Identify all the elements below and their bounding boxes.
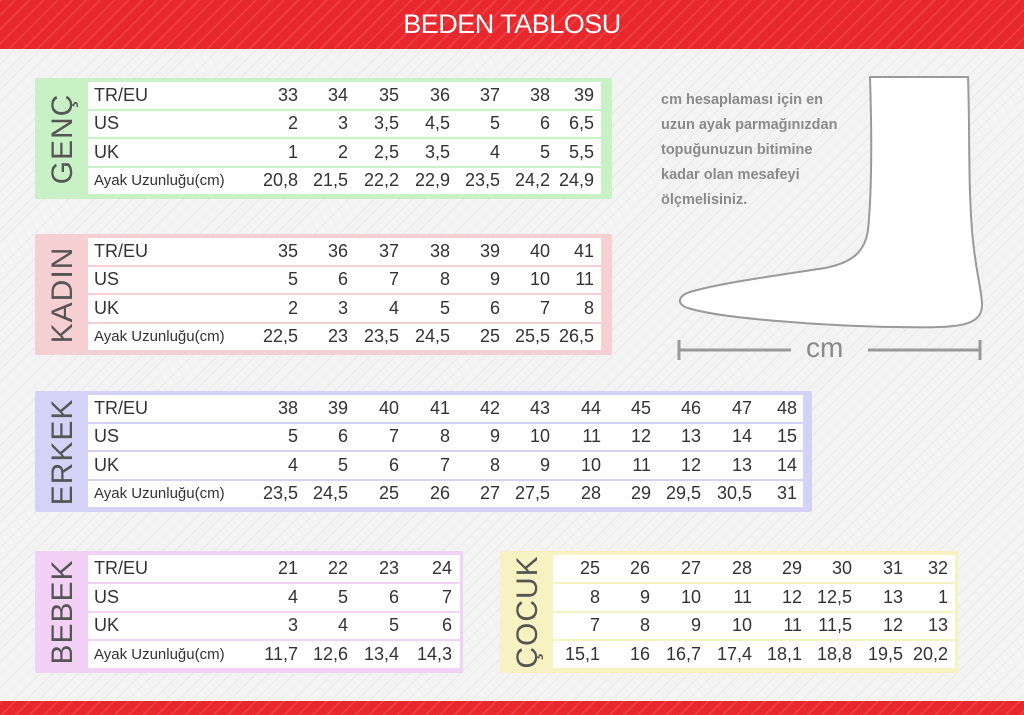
size-table-erkek [35, 391, 812, 512]
size-cell: 11 [601, 452, 651, 479]
size-cell: 39 [450, 238, 500, 265]
instruction-line: cm hesaplaması için en [661, 92, 823, 108]
size-cell: 18,8 [802, 641, 852, 668]
size-cell: 38 [258, 395, 298, 422]
row-label: TR/EU [88, 395, 258, 422]
size-cell: 8 [450, 452, 500, 479]
size-cell: 7 [348, 267, 399, 294]
size-cell: 9 [650, 613, 701, 640]
size-cell: 24,5 [298, 481, 348, 508]
size-cell: 16,7 [650, 641, 701, 668]
size-cell: 24 [399, 555, 460, 582]
row-uk [88, 139, 601, 166]
size-cell: 30 [802, 555, 852, 582]
size-cell: 48 [752, 395, 803, 422]
size-cell: 31 [752, 481, 803, 508]
size-cell: 3 [258, 613, 298, 640]
size-cell: 9 [500, 452, 550, 479]
page-title: BEDEN TABLOSU [403, 9, 621, 39]
size-cell: 6 [348, 452, 399, 479]
row-eu [553, 555, 955, 582]
row-uk [88, 295, 601, 322]
size-cell: 5 [298, 452, 348, 479]
size-cell: 11,5 [802, 613, 852, 640]
size-cell: 22,9 [399, 168, 450, 195]
size-cell: 14 [752, 452, 803, 479]
size-grid-cocuk [553, 553, 955, 670]
table-label-genc: GENÇ [46, 93, 79, 184]
size-cell: 24,5 [399, 324, 450, 351]
size-cell: 14,3 [399, 641, 460, 668]
size-cell: 2 [258, 111, 298, 138]
size-cell: 1 [258, 139, 298, 166]
row-label: UK [88, 613, 258, 640]
row-cm [88, 324, 601, 351]
header-bar [0, 0, 1024, 49]
size-cell: 13 [651, 424, 701, 451]
size-cell: 30,5 [701, 481, 752, 508]
size-cell: 3 [298, 295, 348, 322]
size-cell: 5 [399, 295, 450, 322]
size-cell: 2,5 [348, 139, 399, 166]
size-cell: 8 [399, 424, 450, 451]
size-cell: 6 [500, 111, 550, 138]
size-cell: 29 [601, 481, 651, 508]
size-cell: 12 [601, 424, 651, 451]
size-cell: 24,9 [550, 168, 601, 195]
size-cell: 42 [450, 395, 500, 422]
size-cell: 45 [601, 395, 651, 422]
size-cell: 7 [399, 452, 450, 479]
size-cell: 26 [600, 555, 650, 582]
size-cell: 6 [298, 424, 348, 451]
size-grid-bebek [88, 553, 460, 670]
size-cell: 7 [500, 295, 550, 322]
size-cell: 9 [600, 584, 650, 611]
size-cell: 10 [500, 267, 550, 294]
size-cell: 2 [298, 139, 348, 166]
size-cell: 40 [348, 395, 399, 422]
size-cell: 25 [348, 481, 399, 508]
size-cell: 21 [258, 555, 298, 582]
size-cell: 20,8 [258, 168, 298, 195]
row-label: UK [88, 295, 258, 322]
size-cell: 23,5 [348, 324, 399, 351]
size-cell: 47 [701, 395, 752, 422]
row-cm [88, 641, 460, 668]
size-cell: 13,4 [348, 641, 399, 668]
row-us [88, 424, 803, 451]
instruction-line: uzun ayak parmağınızdan [661, 117, 838, 133]
size-cell: 36 [298, 238, 348, 265]
size-cell: 7 [348, 424, 399, 451]
row-uk [88, 452, 803, 479]
size-cell: 8 [399, 267, 450, 294]
size-cell: 41 [550, 238, 601, 265]
row-eu [88, 395, 803, 422]
row-label: UK [88, 452, 258, 479]
measure-unit-label: cm [806, 332, 844, 363]
row-uk [553, 613, 955, 640]
size-cell: 10 [650, 584, 701, 611]
size-cell: 36 [399, 82, 450, 109]
size-cell: 13 [701, 452, 752, 479]
size-table-genc [35, 78, 612, 199]
size-cell: 5 [258, 424, 298, 451]
table-label-kadin: KADIN [46, 246, 79, 343]
row-uk [88, 613, 460, 640]
row-us [88, 267, 601, 294]
size-cell: 44 [550, 395, 601, 422]
row-label: Ayak Uzunluğu(cm) [88, 641, 258, 668]
size-cell: 27 [650, 555, 701, 582]
size-cell: 24,2 [500, 168, 550, 195]
size-cell: 35 [348, 82, 399, 109]
size-cell: 33 [258, 82, 298, 109]
row-us [88, 111, 601, 138]
size-cell: 22,5 [258, 324, 298, 351]
size-cell: 5 [258, 267, 298, 294]
size-cell: 4 [450, 139, 500, 166]
row-eu [88, 82, 601, 109]
size-cell: 5 [450, 111, 500, 138]
table-label-bebek: BEBEK [46, 559, 79, 665]
size-cell: 8 [550, 295, 601, 322]
size-cell: 29,5 [651, 481, 701, 508]
size-grid-kadin [88, 236, 601, 352]
size-cell: 3,5 [399, 139, 450, 166]
size-cell: 28 [701, 555, 752, 582]
size-cell: 11 [701, 584, 752, 611]
size-cell: 46 [651, 395, 701, 422]
size-cell: 29 [752, 555, 802, 582]
size-cell: 27,5 [500, 481, 550, 508]
size-cell: 4 [348, 295, 399, 322]
size-cell: 12 [651, 452, 701, 479]
size-cell: 43 [500, 395, 550, 422]
row-eu [88, 555, 460, 582]
size-cell: 37 [348, 238, 399, 265]
size-cell: 7 [553, 613, 600, 640]
size-cell: 4 [258, 584, 298, 611]
table-label-cocuk: ÇOCUK [511, 555, 544, 669]
size-cell: 4,5 [399, 111, 450, 138]
size-cell: 16 [600, 641, 650, 668]
size-table-kadin [35, 234, 612, 355]
size-cell: 40 [500, 238, 550, 265]
size-cell: 5 [298, 584, 348, 611]
size-cell: 37 [450, 82, 500, 109]
size-cell: 20,2 [903, 641, 955, 668]
size-cell: 11,7 [258, 641, 298, 668]
size-cell: 3,5 [348, 111, 399, 138]
row-us [88, 584, 460, 611]
size-cell: 6 [298, 267, 348, 294]
size-cell: 15 [752, 424, 803, 451]
size-cell: 34 [298, 82, 348, 109]
size-cell: 22,2 [348, 168, 399, 195]
size-cell: 26 [399, 481, 450, 508]
size-cell: 21,5 [298, 168, 348, 195]
size-cell: 7 [399, 584, 460, 611]
size-table-bebek [35, 551, 463, 673]
size-cell: 5,5 [550, 139, 601, 166]
size-cell: 2 [258, 295, 298, 322]
size-cell: 25 [450, 324, 500, 351]
size-cell: 39 [550, 82, 601, 109]
size-cell: 19,5 [852, 641, 903, 668]
size-cell: 35 [258, 238, 298, 265]
size-cell: 38 [500, 82, 550, 109]
row-us [553, 584, 955, 611]
instruction-line: ölçmelisiniz. [661, 192, 748, 208]
size-cell: 12,6 [298, 641, 348, 668]
size-cell: 31 [852, 555, 903, 582]
row-cm [88, 168, 601, 195]
row-label: US [88, 267, 258, 294]
size-cell: 12 [752, 584, 802, 611]
table-label-erkek: ERKEK [46, 398, 79, 505]
size-cell: 11 [550, 267, 601, 294]
size-cell: 4 [298, 613, 348, 640]
size-cell: 10 [550, 452, 601, 479]
row-label: TR/EU [88, 555, 258, 582]
row-label: Ayak Uzunluğu(cm) [88, 324, 258, 351]
footer-bar [0, 701, 1024, 715]
size-cell: 23 [348, 555, 399, 582]
size-cell: 41 [399, 395, 450, 422]
size-cell: 12,5 [802, 584, 852, 611]
size-cell: 1 [903, 584, 955, 611]
size-cell: 9 [450, 267, 500, 294]
row-label: US [88, 111, 258, 138]
row-label: Ayak Uzunluğu(cm) [88, 481, 258, 508]
size-cell: 32 [903, 555, 955, 582]
size-cell: 25,5 [500, 324, 550, 351]
size-grid-erkek [88, 393, 803, 509]
size-cell: 14 [701, 424, 752, 451]
row-label: TR/EU [88, 82, 258, 109]
size-cell: 25 [553, 555, 600, 582]
size-cell: 23 [298, 324, 348, 351]
row-label: UK [88, 139, 258, 166]
size-cell: 6 [399, 613, 460, 640]
size-grid-genc [88, 80, 601, 196]
size-cell: 38 [399, 238, 450, 265]
size-cell: 23,5 [258, 481, 298, 508]
row-eu [88, 238, 601, 265]
size-cell: 15,1 [553, 641, 600, 668]
size-cell: 18,1 [752, 641, 802, 668]
row-cm [88, 481, 803, 508]
size-cell: 5 [348, 613, 399, 640]
size-cell: 10 [701, 613, 752, 640]
size-cell: 6 [348, 584, 399, 611]
instruction-line: kadar olan mesafeyi [661, 167, 800, 183]
instruction-line: topuğunuzun bitimine [661, 142, 813, 158]
row-label: US [88, 584, 258, 611]
size-cell: 8 [600, 613, 650, 640]
size-cell: 28 [550, 481, 601, 508]
row-label: TR/EU [88, 238, 258, 265]
size-cell: 6,5 [550, 111, 601, 138]
measure-instructions [661, 88, 881, 213]
size-cell: 13 [852, 584, 903, 611]
row-label: US [88, 424, 258, 451]
row-cm [553, 641, 955, 668]
size-cell: 6 [450, 295, 500, 322]
size-cell: 9 [450, 424, 500, 451]
size-cell: 12 [852, 613, 903, 640]
size-cell: 39 [298, 395, 348, 422]
size-cell: 11 [752, 613, 802, 640]
size-cell: 17,4 [701, 641, 752, 668]
size-cell: 23,5 [450, 168, 500, 195]
size-table-cocuk [500, 551, 958, 673]
size-cell: 22 [298, 555, 348, 582]
size-cell: 26,5 [550, 324, 601, 351]
size-cell: 13 [903, 613, 955, 640]
size-cell: 4 [258, 452, 298, 479]
size-cell: 11 [550, 424, 601, 451]
size-cell: 8 [553, 584, 600, 611]
size-cell: 5 [500, 139, 550, 166]
size-cell: 27 [450, 481, 500, 508]
row-label: Ayak Uzunluğu(cm) [88, 168, 258, 195]
size-cell: 10 [500, 424, 550, 451]
size-cell: 3 [298, 111, 348, 138]
